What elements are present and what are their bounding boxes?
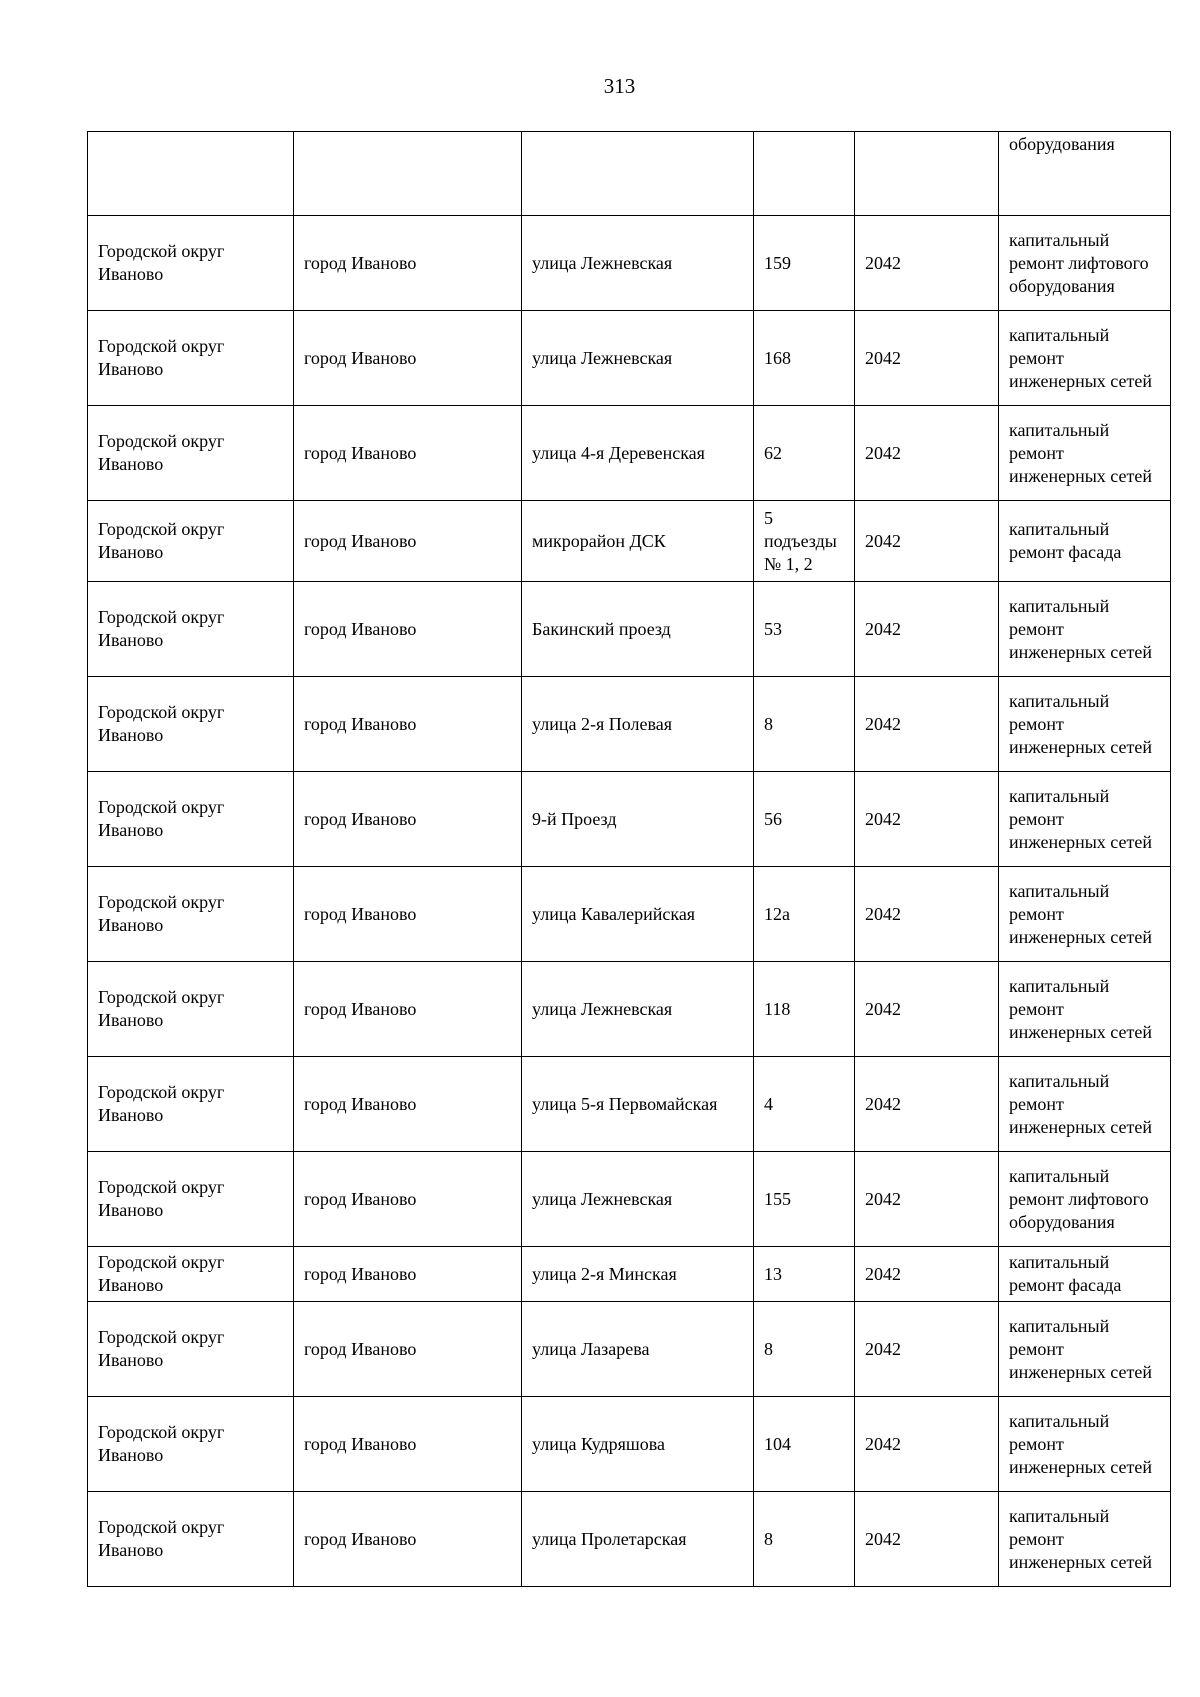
city-cell: город Иваново bbox=[294, 1397, 522, 1492]
city-cell: город Иваново bbox=[294, 1302, 522, 1397]
house-cell: 118 bbox=[754, 962, 855, 1057]
street-cell: улица 2-я Полевая bbox=[522, 677, 754, 772]
table-row bbox=[88, 677, 1171, 772]
year-cell: 2042 bbox=[855, 501, 999, 582]
street-cell: улица Кавалерийская bbox=[522, 867, 754, 962]
street-cell: улица 5-я Первомайская bbox=[522, 1057, 754, 1152]
city-cell: город Иваново bbox=[294, 677, 522, 772]
table-row bbox=[88, 132, 1171, 216]
house-cell: 13 bbox=[754, 1247, 855, 1302]
city-cell: город Иваново bbox=[294, 216, 522, 311]
work-type-cell: капитальный ремонт инженерных сетей bbox=[999, 406, 1171, 501]
city-cell: город Иваново bbox=[294, 582, 522, 677]
year-cell: 2042 bbox=[855, 311, 999, 406]
work-type-cell: капитальный ремонт инженерных сетей bbox=[999, 311, 1171, 406]
year-cell: 2042 bbox=[855, 216, 999, 311]
work-type-cell: капитальный ремонт инженерных сетей bbox=[999, 772, 1171, 867]
district-cell: Городской округ Иваново bbox=[88, 867, 294, 962]
house-cell: 4 bbox=[754, 1057, 855, 1152]
table-row bbox=[88, 867, 1171, 962]
table-row bbox=[88, 1247, 1171, 1302]
street-cell: улица 2-я Минская bbox=[522, 1247, 754, 1302]
work-type-cell: капитальный ремонт инженерных сетей bbox=[999, 1492, 1171, 1587]
district-cell: Городской округ Иваново bbox=[88, 582, 294, 677]
city-cell: город Иваново bbox=[294, 867, 522, 962]
work-type-cell: капитальный ремонт инженерных сетей bbox=[999, 962, 1171, 1057]
district-cell: Городской округ Иваново bbox=[88, 406, 294, 501]
street-cell: улица Лазарева bbox=[522, 1302, 754, 1397]
page-number: 313 bbox=[603, 74, 636, 98]
city-cell: город Иваново bbox=[294, 1492, 522, 1587]
work-type-cell: капитальный ремонт лифтового оборудования bbox=[999, 1152, 1171, 1247]
district-cell: Городской округ Иваново bbox=[88, 1247, 294, 1302]
street-cell: улица Кудряшова bbox=[522, 1397, 754, 1492]
repair-schedule-table bbox=[87, 131, 1171, 1587]
district-cell: Городской округ Иваново bbox=[88, 772, 294, 867]
year-cell: 2042 bbox=[855, 677, 999, 772]
work-type-cell: капитальный ремонт инженерных сетей bbox=[999, 1397, 1171, 1492]
table-row bbox=[88, 1057, 1171, 1152]
house-cell: 62 bbox=[754, 406, 855, 501]
house-cell: 104 bbox=[754, 1397, 855, 1492]
district-cell: Городской округ Иваново bbox=[88, 1057, 294, 1152]
table-row bbox=[88, 1397, 1171, 1492]
house-cell: 8 bbox=[754, 1492, 855, 1587]
street-cell: Бакинский проезд bbox=[522, 582, 754, 677]
table-row bbox=[88, 962, 1171, 1057]
work-type-cell: капитальный ремонт инженерных сетей bbox=[999, 677, 1171, 772]
district-cell: Городской округ Иваново bbox=[88, 1397, 294, 1492]
district-cell: Городской округ Иваново bbox=[88, 311, 294, 406]
year-cell: 2042 bbox=[855, 1302, 999, 1397]
house-cell bbox=[754, 132, 855, 216]
table-row bbox=[88, 216, 1171, 311]
city-cell: город Иваново bbox=[294, 501, 522, 582]
table-row bbox=[88, 772, 1171, 867]
table-row bbox=[88, 311, 1171, 406]
street-cell: микрорайон ДСК bbox=[522, 501, 754, 582]
table-row bbox=[88, 406, 1171, 501]
work-type-cell: оборудования bbox=[999, 132, 1171, 216]
house-cell: 53 bbox=[754, 582, 855, 677]
street-cell: улица Пролетарская bbox=[522, 1492, 754, 1587]
city-cell: город Иваново bbox=[294, 1152, 522, 1247]
year-cell: 2042 bbox=[855, 406, 999, 501]
table-row bbox=[88, 501, 1171, 582]
year-cell: 2042 bbox=[855, 1397, 999, 1492]
district-cell: Городской округ Иваново bbox=[88, 1302, 294, 1397]
table-row bbox=[88, 582, 1171, 677]
house-cell: 159 bbox=[754, 216, 855, 311]
house-cell: 56 bbox=[754, 772, 855, 867]
district-cell: Городской округ Иваново bbox=[88, 1492, 294, 1587]
city-cell: город Иваново bbox=[294, 1247, 522, 1302]
district-cell: Городской округ Иваново bbox=[88, 962, 294, 1057]
house-cell: 5 подъезды № 1, 2 bbox=[754, 501, 855, 582]
street-cell: улица Лежневская bbox=[522, 1152, 754, 1247]
year-cell: 2042 bbox=[855, 1247, 999, 1302]
work-type-cell: капитальный ремонт фасада bbox=[999, 501, 1171, 582]
house-cell: 8 bbox=[754, 677, 855, 772]
table-row bbox=[88, 1152, 1171, 1247]
work-type-cell: капитальный ремонт инженерных сетей bbox=[999, 867, 1171, 962]
city-cell bbox=[294, 132, 522, 216]
street-cell: улица Лежневская bbox=[522, 962, 754, 1057]
city-cell: город Иваново bbox=[294, 772, 522, 867]
house-cell: 8 bbox=[754, 1302, 855, 1397]
year-cell: 2042 bbox=[855, 582, 999, 677]
district-cell: Городской округ Иваново bbox=[88, 501, 294, 582]
year-cell: 2042 bbox=[855, 1152, 999, 1247]
year-cell: 2042 bbox=[855, 1492, 999, 1587]
street-cell: улица Лежневская bbox=[522, 311, 754, 406]
year-cell bbox=[855, 132, 999, 216]
work-type-cell: капитальный ремонт инженерных сетей bbox=[999, 1057, 1171, 1152]
district-cell bbox=[88, 132, 294, 216]
city-cell: город Иваново bbox=[294, 406, 522, 501]
work-type-cell: капитальный ремонт лифтового оборудования bbox=[999, 216, 1171, 311]
street-cell: улица 4-я Деревенская bbox=[522, 406, 754, 501]
work-type-cell: капитальный ремонт инженерных сетей bbox=[999, 1302, 1171, 1397]
year-cell: 2042 bbox=[855, 867, 999, 962]
year-cell: 2042 bbox=[855, 1057, 999, 1152]
district-cell: Городской округ Иваново bbox=[88, 677, 294, 772]
street-cell: улица Лежневская bbox=[522, 216, 754, 311]
work-type-cell: капитальный ремонт инженерных сетей bbox=[999, 582, 1171, 677]
table-row bbox=[88, 1302, 1171, 1397]
district-cell: Городской округ Иваново bbox=[88, 1152, 294, 1247]
house-cell: 12а bbox=[754, 867, 855, 962]
city-cell: город Иваново bbox=[294, 311, 522, 406]
district-cell: Городской округ Иваново bbox=[88, 216, 294, 311]
city-cell: город Иваново bbox=[294, 962, 522, 1057]
year-cell: 2042 bbox=[855, 962, 999, 1057]
street-cell: 9-й Проезд bbox=[522, 772, 754, 867]
street-cell bbox=[522, 132, 754, 216]
year-cell: 2042 bbox=[855, 772, 999, 867]
city-cell: город Иваново bbox=[294, 1057, 522, 1152]
table-row bbox=[88, 1492, 1171, 1587]
house-cell: 168 bbox=[754, 311, 855, 406]
work-type-cell: капитальный ремонт фасада bbox=[999, 1247, 1171, 1302]
house-cell: 155 bbox=[754, 1152, 855, 1247]
